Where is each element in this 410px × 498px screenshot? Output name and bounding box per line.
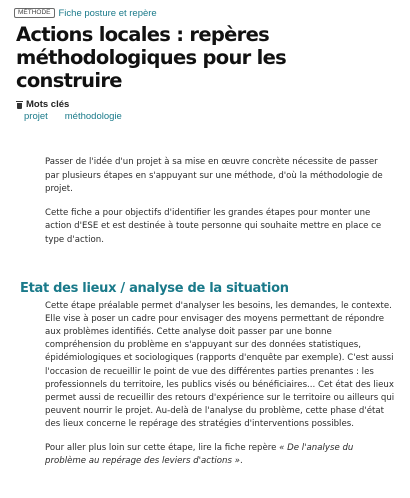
type-badge: MÉTHODE [14, 8, 55, 18]
keywords-block [16, 99, 396, 122]
category-link[interactable]: Fiche posture et repère [58, 7, 157, 19]
further-reading-end: . [239, 455, 243, 466]
section-title: Etat des lieux / analyse de la situation [20, 280, 289, 296]
section-paragraph: Cette étape préalable permet d'analyser les besoins, les demandes, le contexte. Elle vise à poser un cadre pour envisager des moyens permettant de répondre aux problèmes identifiés. Cette analyse doit passer par une bonne compréhension du problème en s'appuyant sur des données statistiques, épidémiologiques et sociologiques (rapports d'enquête par exemple). C'est aussi l'occasion de recueillir le point de vue des différentes parties prenantes : les professionnels du territoire, les publics visés ou bénéficiaires... Cet état des lieux permet aussi de recueillir des retours d'expérience sur le territoire ou ailleurs qui peuvent nourrir le projet. Au-delà de l'analyse du problème, cette phase d'état des lieux concerne le repérage des stratégies d'interventions possibles. [45, 300, 395, 430]
section-body [45, 300, 395, 468]
keywords-heading [16, 99, 396, 110]
tag-projet[interactable]: projet [24, 111, 48, 122]
further-reading-lead: Pour aller plus loin sur cette étape, lire la fiche repère [45, 442, 277, 453]
intro [45, 156, 390, 248]
section-paragraph-further-reading [45, 442, 395, 468]
page-title: Actions locales : repères méthodologiques pour les construire [16, 23, 287, 92]
tag-methodologie[interactable]: méthodologie [64, 111, 122, 122]
meta-row [14, 6, 396, 20]
keyword-tags [24, 111, 396, 122]
keywords-label: Mots clés [26, 99, 70, 110]
intro-paragraph: Cette fiche a pour objectifs d'identifier les grandes étapes pour monter une action d'ESE et est destinée à toute personne qui souhaite mettre en place ce type d'action. [45, 207, 382, 245]
trash-icon [16, 101, 23, 109]
further-reading-reference: « De l'analyse du problème au repérage des leviers d'actions » [45, 442, 354, 466]
intro-paragraph: Passer de l'idée d'un projet à sa mise en œuvre concrète nécessite de passer par plusieurs étapes en s'appuyant sur une méthode, d'où la méthodologie de projet. [45, 157, 383, 195]
